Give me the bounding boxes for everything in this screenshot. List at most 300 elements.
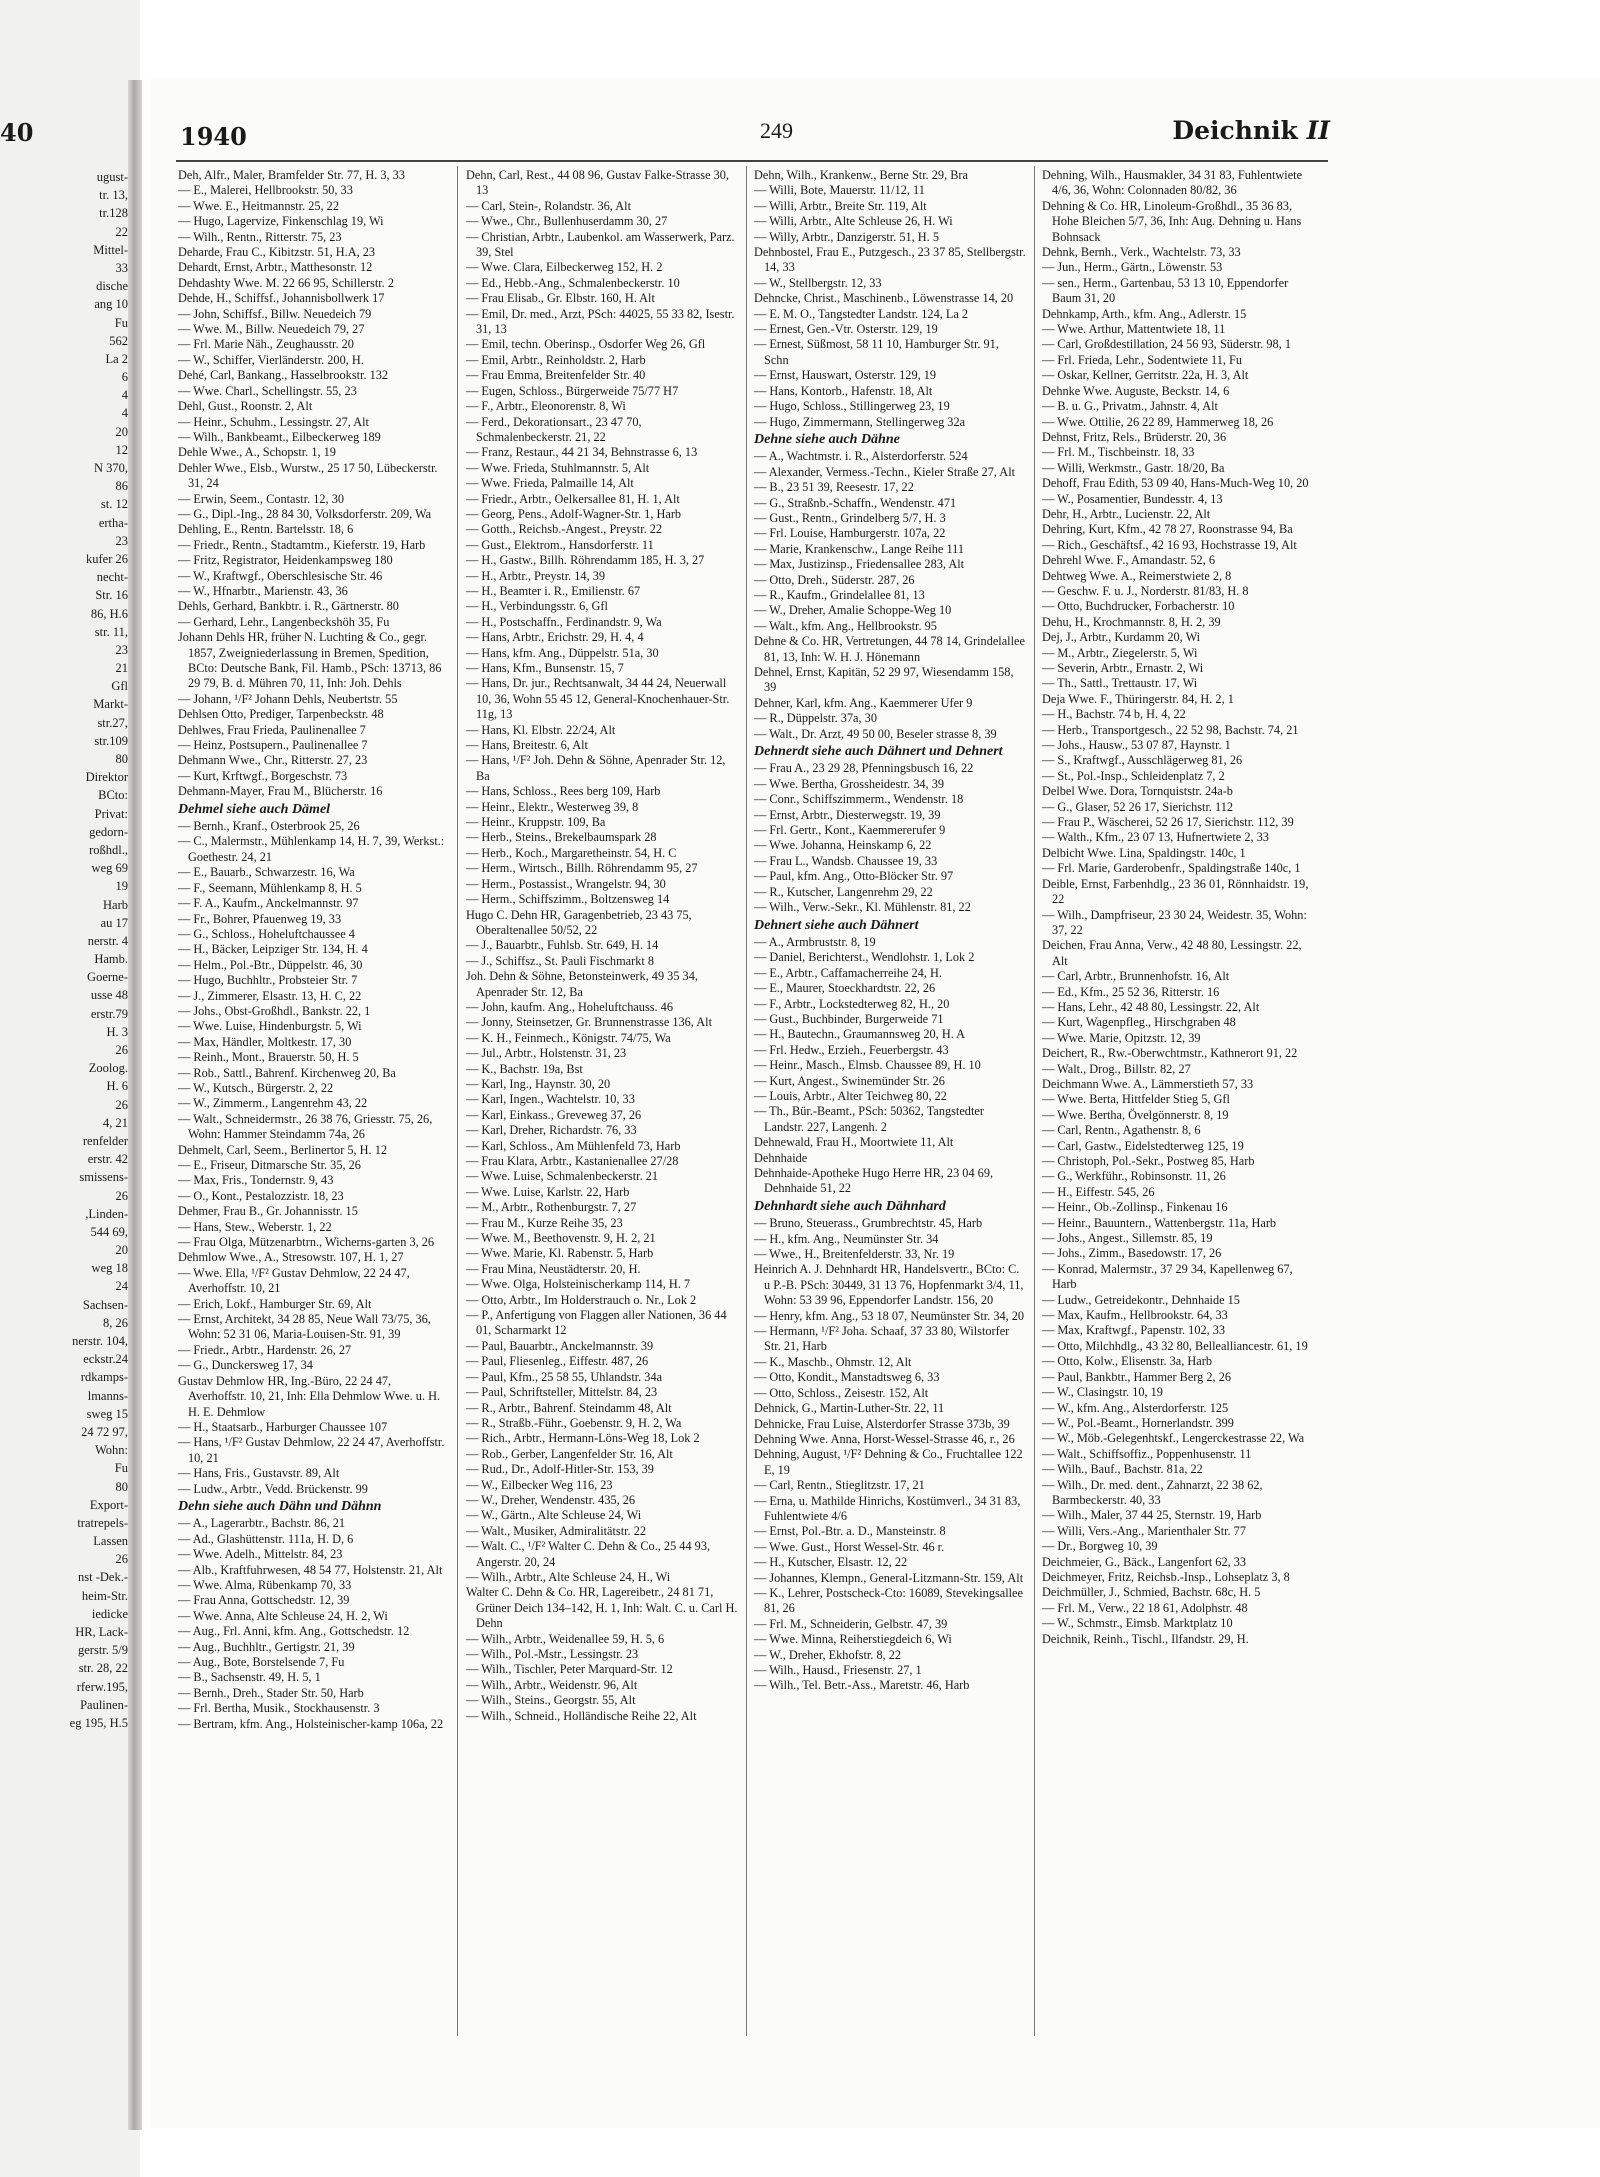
directory-entry: — Rud., Dr., Adolf-Hitler-Str. 153, 39: [466, 1462, 654, 1477]
left-page-fragment: Goerne-: [87, 970, 128, 985]
directory-entry: — Herb., Koch., Margaretheinstr. 54, H. C: [466, 845, 677, 860]
directory-entry: Dehring, Kurt, Kfm., 42 78 27, Roonstrasse 94, Ba: [1042, 522, 1293, 537]
directory-entry: — Carl, Großdestillation, 24 56 93, Süderstr. 98, 1: [1042, 337, 1291, 352]
left-page-edge: [0, 0, 140, 2177]
directory-entry: Dehning, Wilh., Hausmakler, 34 31 83, Fuhlentwiete 4/6, 36, Wohn: Colonnaden 80/82, 36: [1042, 168, 1303, 198]
directory-entry: — Jonny, Steinsetzer, Gr. Brunnenstrasse 136, Alt: [466, 1015, 712, 1030]
directory-entry: — Wilh., Bankbeamt., Eilbeckerweg 189: [178, 429, 381, 444]
directory-entry: — W., Möb.-Gelegenhtskf., Lengerckestrasse 22, Wa: [1042, 1431, 1305, 1446]
directory-entry: Dehls, Gerhard, Bankbtr. i. R., Gärtnerstr. 80: [178, 599, 399, 614]
directory-entry: — Karl, Ingen., Wachtelstr. 10, 33: [466, 1092, 635, 1107]
left-page-fragment: heim-Str.: [81, 1588, 128, 1603]
directory-entry: — Wwe. Adelh., Mittelstr. 84, 23: [178, 1547, 343, 1562]
directory-entry: — Louis, Arbtr., Alter Teichweg 80, 22: [754, 1088, 947, 1103]
directory-entry: — Frl. Marie Näh., Zeughausstr. 20: [178, 337, 354, 352]
left-page-fragment: 562: [109, 333, 128, 348]
column-divider: [1034, 166, 1035, 2036]
directory-entry: — F., Arbtr., Lockstedterweg 82, H., 20: [754, 996, 950, 1011]
directory-entry: — Carl, Stein-, Rolandstr. 36, Alt: [466, 198, 631, 213]
directory-entry: — Hans, Fris., Gustavstr. 89, Alt: [178, 1466, 340, 1481]
directory-entry: — Carl, Arbtr., Brunnenhofstr. 16, Alt: [1042, 969, 1230, 984]
left-page-fragment: erstr.79: [90, 1006, 128, 1021]
directory-entry: — H., Bachstr. 74 b, H. 4, 22: [1042, 707, 1186, 722]
directory-entry: — Erich, Lokf., Hamburger Str. 69, Alt: [178, 1296, 372, 1311]
left-page-fragment: necht-: [96, 570, 128, 585]
directory-entry: — Willi, Bote, Mauerstr. 11/12, 11: [754, 183, 925, 198]
left-page-fragment: st. 12: [100, 497, 128, 512]
directory-entry: — Wilh., Verw.-Sekr., Kl. Mühlenstr. 81, 22: [754, 900, 971, 915]
directory-entry: Dehnewald, Frau H., Moortwiete 11, Alt: [754, 1135, 954, 1150]
left-page-fragment: Hamb.: [94, 952, 128, 967]
left-page-fragment: H. 3: [106, 1024, 128, 1039]
left-page-fragment: tr. 13,: [99, 188, 128, 203]
directory-entry: — Heinr., Kruppstr. 109, Ba: [466, 815, 606, 830]
directory-entry: Deh, Alfr., Maler, Bramfelder Str. 77, H. 3, 33: [178, 168, 405, 182]
left-page-fragment: H. 6: [106, 1079, 128, 1094]
directory-entry: — Alb., Kraftfuhrwesen, 48 54 77, Holstenstr. 21, Alt: [178, 1562, 443, 1577]
left-page-fragment: Gfl: [111, 679, 128, 694]
directory-entry: — Wwe. Ella, ¹/F² Gustav Dehmlow, 22 24 47, Averhoffstr. 10, 21: [178, 1265, 410, 1296]
left-page-fragment: weg 18: [91, 1261, 128, 1276]
directory-entry: — Paul, Bauarbtr., Anckelmannstr. 39: [466, 1338, 654, 1353]
directory-entry: — A., Wachtmstr. i. R., Alsterdorferstr. 524: [754, 449, 968, 464]
directory-entry: — R., Straßb.-Führ., Goebenstr. 9, H. 2, Wa: [466, 1415, 682, 1430]
directory-entry: — Wwe. E., Heitmannstr. 25, 22: [178, 198, 339, 213]
directory-entry: — Wwe., H., Breitenfelderstr. 33, Nr. 19: [754, 1247, 955, 1262]
directory-entry: Deichen, Frau Anna, Verw., 42 48 80, Lessingstr. 22, Alt: [1042, 938, 1302, 968]
directory-entry: Dehnbostel, Frau E., Putzgesch., 23 37 85, Stellbergstr. 14, 33: [754, 245, 1026, 275]
directory-entry: — Hans, Arbtr., Erichstr. 29, H. 4, 4: [466, 630, 644, 645]
left-page-fragment: 544 69,: [90, 1224, 128, 1239]
directory-entry: — Reinh., Mont., Brauerstr. 50, H. 5: [178, 1050, 359, 1065]
left-page-fragment: Markt-: [93, 697, 128, 712]
directory-entry: — Johs., Angest., Sillemstr. 85, 19: [1042, 1231, 1213, 1246]
directory-entry: — Wwe. Clara, Eilbeckerweg 152, H. 2: [466, 260, 663, 275]
directory-entry: — John, kaufm. Ang., Hoheluftchauss. 46: [466, 999, 673, 1014]
left-page-fragment: str.27,: [97, 715, 128, 730]
directory-entry: — R., Düppelstr. 37a, 30: [754, 711, 877, 726]
directory-entry: — Johs., Obst-Großhdl., Bankstr. 22, 1: [178, 1003, 371, 1018]
left-page-fragment: 86: [115, 479, 128, 494]
directory-entry: — Bertram, kfm. Ang., Holsteinischer-kamp 106a, 22: [178, 1716, 444, 1731]
directory-entry: — Ernst, Architekt, 34 28 85, Neue Wall 73/75, 36, Wohn: 52 31 06, Maria-Louisen-Str. 91, 39: [178, 1312, 431, 1342]
directory-entry: Deharde, Frau C., Kibitzstr. 51, H.A, 23: [178, 245, 376, 260]
running-head-roman: II: [1306, 116, 1330, 145]
running-head: [1172, 116, 1330, 145]
directory-entry: — Aug., Bote, Borstelsende 7, Fu: [178, 1655, 345, 1669]
left-page-fragment: eg 195, H.5: [69, 1715, 128, 1730]
header-rule: [176, 160, 1328, 162]
directory-entry: — Th., Sattl., Trettaustr. 17, Wi: [1042, 676, 1198, 691]
directory-entry: — Rich., Arbtr., Hermann-Löns-Weg 18, Lok 2: [466, 1431, 700, 1446]
left-page-fragment: HR, Lack-: [75, 1625, 128, 1639]
directory-entry: — Henry, kfm. Ang., 53 18 07, Neumünster Str. 34, 20: [754, 1308, 1025, 1323]
left-page-fragment: str.109: [94, 733, 128, 748]
directory-entry: — Hugo, Lagervize, Finkenschlag 19, Wi: [178, 214, 384, 229]
left-page-fragment: 26: [115, 1552, 128, 1567]
directory-entry: — W., Dreher, Amalie Schoppe-Weg 10: [754, 603, 952, 618]
left-page-fragment: 26: [115, 1097, 128, 1112]
directory-entry: — H., Postschaffn., Ferdinandstr. 9, Wa: [466, 614, 662, 629]
directory-entry: — Hans, Kontorb., Hafenstr. 18, Alt: [754, 383, 933, 398]
directory-entry: Delbicht Wwe. Lina, Spaldingstr. 140c, 1: [1042, 845, 1246, 860]
book-gutter: [128, 80, 142, 2130]
directory-entry: — Ferd., Dekorationsart., 23 47 70, Schmalenbeckerstr. 21, 22: [466, 414, 642, 444]
left-page-fragment: rdkamps-: [80, 1370, 128, 1385]
left-page-fragment: ertha-: [98, 515, 128, 530]
left-page-fragment: smissens-: [79, 1170, 128, 1185]
directory-entry: — Herm., Postassist., Wrangelstr. 94, 30: [466, 876, 666, 891]
directory-entry: — W., Schmstr., Eimsb. Marktplatz 10: [1042, 1616, 1233, 1631]
directory-entry: Deichert, R., Rw.-Oberwchtmstr., Kathnerort 91, 22: [1042, 1046, 1298, 1061]
left-page-fragment: 26: [115, 1188, 128, 1203]
directory-entry: — Hugo, Buchhltr., Probsteier Str. 7: [178, 973, 358, 988]
directory-entry: — Daniel, Berichterst., Wendlohstr. 1, Lok 2: [754, 950, 975, 965]
left-page-fragment: 23: [115, 642, 128, 657]
directory-entry: Gustav Dehmlow HR, Ing.-Büro, 22 24 47, Averhoffstr. 10, 21, Inh: Ella Dehmlow Wwe. u. H. H. E. Dehmlow: [178, 1373, 441, 1419]
directory-entry: Dehu, H., Krochmannstr. 8, H. 2, 39: [1042, 614, 1221, 629]
left-page-fragment: Str. 16: [95, 588, 128, 603]
directory-entry: — Aug., Buchhltr., Gertigstr. 21, 39: [178, 1639, 355, 1654]
left-page-fragment: 33: [115, 260, 128, 275]
directory-entry: — Ad., Glashüttenstr. 111a, H. D, 6: [178, 1531, 354, 1546]
directory-entry: Dehnicke, Frau Luise, Alsterdorfer Strasse 373b, 39: [754, 1416, 1010, 1431]
left-page-fragment: 4: [121, 388, 128, 403]
directory-entry: — Willy, Arbtr., Danzigerstr. 51, H. 5: [754, 229, 939, 244]
directory-entry: — H., Bäcker, Leipziger Str. 134, H. 4: [178, 942, 368, 957]
directory-entry: — Wilh., Arbtr., Weidenallee 59, H. 5, 6: [466, 1631, 665, 1646]
directory-entry: — Frl. Bertha, Musik., Stockhausenstr. 3: [178, 1701, 380, 1716]
column-divider: [746, 166, 747, 2036]
directory-entry: — E., Maurer, Stoeckhardtstr. 22, 26: [754, 981, 936, 996]
directory-entry: — Walt., Schneidermstr., 26 38 76, Griesstr. 75, 26, Wohn: Hammer Steindamm 74a, 26: [178, 1111, 433, 1142]
directory-entry: — W., Kutsch., Bürgerstr. 2, 22: [178, 1080, 334, 1095]
directory-entry: — Walt., kfm. Ang., Hellbrookstr. 95: [754, 618, 937, 633]
directory-entry: — Wwe. Frieda, Stuhlmannstr. 5, Alt: [466, 460, 650, 475]
directory-entry: — W., Hfnarbtr., Marienstr. 43, 36: [178, 583, 348, 598]
directory-entry: — Th., Bür.-Beamt., PSch: 50362, Tangstedter Landstr. 227, Langenh. 2: [754, 1104, 984, 1134]
directory-entry: Dehling, E., Rentn. Bartelsstr. 18, 6: [178, 522, 354, 537]
directory-entry: — Frau Klara, Arbtr., Kastanienallee 27/28: [466, 1154, 679, 1168]
column-4: [1042, 168, 1314, 1647]
directory-entry: Dehnhaide-Apotheke Hugo Herre HR, 23 04 69, Dehnhaide 51, 22: [754, 1166, 994, 1196]
left-page-fragment: rferw.195,: [76, 1679, 128, 1694]
directory-entry: — Walt., Dr. Arzt, 49 50 00, Beseler strasse 8, 39: [754, 726, 997, 741]
left-page-fragment: 21: [115, 661, 128, 676]
directory-entry: Dehde, H., Schiffsf., Johannisbollwerk 17: [178, 291, 385, 306]
directory-entry: Dehlsen Otto, Prediger, Tarpenbeckstr. 48: [178, 707, 384, 722]
directory-entry: — Frau P., Wäscherei, 52 26 17, Sierichstr. 112, 39: [1042, 815, 1294, 830]
directory-entry: Deichmeyer, Fritz, Reichsb.-Insp., Lohseplatz 3, 8: [1042, 1569, 1290, 1584]
directory-entry: — J., Schiffsz., St. Pauli Fischmarkt 8: [466, 953, 654, 968]
directory-entry: — W., Dreher, Ekhofstr. 8, 22: [754, 1647, 902, 1662]
directory-entry: — Ludw., Getreidekontr., Dehnhaide 15: [1042, 1292, 1240, 1307]
directory-entry: — B. u. G., Privatm., Jahnstr. 4, Alt: [1042, 399, 1218, 414]
left-page-fragment: usse 48: [90, 988, 128, 1003]
directory-entry: — Gerhard, Lehr., Langenbeckshöh 35, Fu: [178, 614, 390, 629]
directory-entry: Dehner, Karl, kfm. Ang., Kaemmerer Ufer 9: [754, 695, 973, 710]
directory-entry: — Rob., Gerber, Langenfelder Str. 16, Alt: [466, 1446, 673, 1461]
directory-entry: — Frau A., 23 29 28, Pfenningsbusch 16, 22: [754, 761, 974, 776]
directory-entry: Dehmann Wwe., Chr., Ritterstr. 27, 23: [178, 753, 368, 768]
directory-entry: — Friedr., Arbtr., Oelkersallee 81, H. 1, Alt: [466, 491, 680, 506]
directory-entry: — Wwe. Anna, Alte Schleuse 24, H. 2, Wi: [178, 1608, 388, 1623]
left-page-fragment: 23: [115, 533, 128, 548]
directory-entry: — Carl, Rentn., Stieglitzstr. 17, 21: [754, 1478, 925, 1493]
left-page-fragment: Wohn:: [94, 1443, 128, 1458]
left-page-fragment: 26: [115, 1043, 128, 1057]
left-page-fragment: Privat:: [94, 806, 128, 821]
directory-entry: — Conr., Schiffszimmerm., Wendenstr. 18: [754, 792, 964, 807]
directory-entry: — Frau L., Wandsb. Chaussee 19, 33: [754, 853, 938, 868]
directory-entry: — Paul, Fliesenleg., Eiffestr. 487, 26: [466, 1354, 649, 1369]
directory-entry: — Wilh., Pol.-Mstr., Lessingstr. 23: [466, 1647, 639, 1661]
left-page-fragment: N 370,: [93, 461, 128, 475]
left-page-fragment: dische: [96, 279, 128, 294]
section-heading: Dehne siehe auch Dähne: [754, 431, 900, 447]
directory-entry: — Fritz, Registrator, Heidenkampsweg 180: [178, 553, 393, 568]
directory-entry: Dehrehl Wwe. F., Amandastr. 52, 6: [1042, 553, 1215, 568]
directory-entry: — sen., Herm., Gartenbau, 53 13 10, Eppendorfer Baum 31, 20: [1042, 275, 1289, 306]
directory-entry: Dehardt, Ernst, Arbtr., Matthesonstr. 12: [178, 260, 373, 275]
directory-entry: — W., kfm. Ang., Alsterdorferstr. 125: [1042, 1400, 1229, 1415]
directory-entry: — Otto, Kolw., Elisenstr. 3a, Harb: [1042, 1354, 1212, 1369]
directory-entry: — R., Kaufm., Grindelallee 81, 13: [754, 587, 925, 602]
left-page-fragment: gedorn-: [89, 824, 128, 839]
directory-entry: — Wwe. Berta, Hittfelder Stieg 5, Gfl: [1042, 1092, 1230, 1107]
directory-entry: — J., Bauarbtr., Fuhlsb. Str. 649, H. 14: [466, 938, 659, 953]
directory-entry: — K., Lehrer, Postscheck-Cto: 16089, Stevekingsallee 81, 26: [754, 1585, 1023, 1616]
left-page-fragment: au 17: [100, 915, 128, 930]
directory-entry: Dehnk, Bernh., Verk., Wachtelstr. 73, 33: [1042, 245, 1241, 260]
directory-entry: Deichmeier, G., Bäck., Langenfort 62, 33: [1042, 1554, 1247, 1569]
directory-entry: — W., Gärtn., Alte Schleuse 24, Wi: [466, 1508, 642, 1523]
directory-entry: — K., Bachstr. 19a, Bst: [466, 1061, 583, 1076]
directory-entry: — Wilh., Steins., Georgstr. 55, Alt: [466, 1693, 636, 1708]
directory-entry: — O., Kont., Pestalozzistr. 18, 23: [178, 1188, 344, 1203]
directory-entry: — Paul, kfm. Ang., Otto-Blöcker Str. 97: [754, 869, 954, 884]
directory-entry: Hugo C. Dehn HR, Garagenbetrieb, 23 43 75, Oberaltenallee 50/52, 22: [466, 907, 692, 937]
directory-entry: — Wwe. Ottilie, 26 22 89, Hammerweg 18, 26: [1042, 414, 1274, 429]
directory-entry: — P., Anfertigung von Flaggen aller Nationen, 36 44 01, Scharmarkt 12: [466, 1308, 727, 1338]
directory-entry: — Johs., Zimm., Basedowstr. 17, 26: [1042, 1246, 1222, 1261]
directory-entry: Dehmlow Wwe., A., Stresowstr. 107, H. 1, 27: [178, 1250, 404, 1265]
directory-entry: Deichmüller, J., Schmied, Bachstr. 68c, H. 5: [1042, 1585, 1261, 1600]
directory-entry: — Wilh., Dampfriseur, 23 30 24, Weidestr. 35, Wohn: 37, 22: [1042, 907, 1307, 937]
directory-entry: — Gust., Rentn., Grindelberg 5/7, H. 3: [754, 510, 946, 525]
directory-page: [150, 78, 1600, 2128]
directory-entry: — Ludw., Arbtr., Vedd. Brückenstr. 99: [178, 1481, 368, 1496]
directory-entry: Dehoff, Frau Edith, 53 09 40, Hans-Much-Weg 10, 20: [1042, 476, 1309, 491]
directory-entry: — H., Arbtr., Preystr. 14, 39: [466, 568, 606, 583]
directory-entry: — Otto, Kondit., Manstadtsweg 6, 33: [754, 1370, 940, 1385]
directory-entry: — Erna, u. Mathilde Hinrichs, Kostümverl., 34 31 83, Fuhlentwiete 4/6: [754, 1493, 1021, 1523]
directory-entry: Delbel Wwe. Dora, Tornquiststr. 24a-b: [1042, 784, 1233, 799]
directory-entry: Dehtweg Wwe. A., Reimerstwiete 2, 8: [1042, 568, 1232, 583]
directory-entry: — Wwe. Alma, Rübenkamp 70, 33: [178, 1577, 352, 1592]
directory-entry: — H., Beamter i. R., Emilienstr. 67: [466, 583, 641, 598]
directory-entry: — Gust., Buchbinder, Burgerweide 71: [754, 1011, 944, 1026]
left-page-fragment: Fu: [114, 1461, 128, 1476]
left-page-fragment: 22: [115, 224, 128, 239]
directory-entry: — Bruno, Steuerass., Grumbrechtstr. 45, Harb: [754, 1216, 983, 1231]
directory-entry: — Heinr., Elektr., Westerweg 39, 8: [466, 799, 639, 814]
directory-entry: — St., Pol.-Insp., Schleidenplatz 7, 2: [1042, 768, 1225, 783]
directory-entry: — G., Dunckersweg 17, 34: [178, 1358, 313, 1373]
left-page-fragment: La 2: [105, 351, 128, 366]
directory-entry: — Walt., Drog., Billstr. 82, 27: [1042, 1061, 1191, 1076]
directory-entry: — Rob., Sattl., Bahrenf. Kirchenweg 20, Ba: [178, 1065, 396, 1080]
directory-entry: — Helm., Pol.-Btr., Düppelstr. 46, 30: [178, 957, 363, 972]
directory-entry: — Frau Mina, Neustädterstr. 20, H.: [466, 1261, 641, 1276]
directory-entry: — Carl, Rentn., Agathenstr. 8, 6: [1042, 1123, 1201, 1138]
directory-entry: — F., Arbtr., Eleonorenstr. 8, Wi: [466, 399, 626, 414]
section-heading: Dehnerdt siehe auch Dähnert und Dehnert: [754, 744, 1003, 760]
directory-entry: — Paul, Bankbtr., Hammer Berg 2, 26: [1042, 1369, 1231, 1384]
directory-entry: — M., Arbtr., Ziegelerstr. 5, Wi: [1042, 645, 1198, 660]
directory-entry: — Ernest, Süßmost, 58 11 10, Hamburger Str. 91, Schn: [754, 337, 999, 367]
left-page-fragment: eckstr.24: [83, 1352, 128, 1367]
directory-entry: — Walt. C., ¹/F² Walter C. Dehn & Co., 25 44 93, Angerstr. 20, 24: [466, 1539, 711, 1569]
directory-entry: — Frl. Louise, Hamburgerstr. 107a, 22: [754, 526, 946, 541]
directory-entry: — Rich., Geschäftsf., 42 16 93, Hochstrasse 19, Alt: [1042, 537, 1297, 552]
directory-entry: — Wwe. Arthur, Mattentwiete 18, 11: [1042, 322, 1226, 337]
directory-entry: — G., Glaser, 52 26 17, Sierichstr. 112: [1042, 799, 1233, 814]
directory-entry: — Karl, Ing., Haynstr. 30, 20: [466, 1076, 611, 1091]
directory-entry: — Wwe. Luise, Hindenburgstr. 5, Wi: [178, 1019, 362, 1034]
directory-entry: — Franz, Restaur., 44 21 34, Behnstrasse 6, 13: [466, 445, 698, 460]
directory-entry: — W., Eilbecker Weg 116, 23: [466, 1477, 613, 1492]
left-page-fragment: 8, 26: [103, 1315, 128, 1330]
directory-entry: — Herm., Schiffszimm., Boltzensweg 14: [466, 892, 670, 907]
directory-entry: Dehnel, Ernst, Kapitän, 52 29 97, Wiesendamm 158, 39: [754, 665, 1014, 695]
left-page-fragment: Sachsen-: [82, 1297, 128, 1312]
directory-entry: — Walth., Kfm., 23 07 13, Hufnertwiete 2, 33: [1042, 830, 1269, 845]
directory-entry: — Emil, Arbtr., Reinholdstr. 2, Harb: [466, 352, 646, 367]
directory-entry: Dehler Wwe., Elsb., Wurstw., 25 17 50, Lübeckerstr. 31, 24: [178, 460, 438, 491]
directory-entry: — Hans, ¹/F² Joh. Dehn & Söhne, Apenrader Str. 12, Ba: [466, 753, 726, 783]
left-page-fragment: gerstr. 5/9: [78, 1643, 128, 1658]
directory-entry: — Severin, Arbtr., Ernastr. 2, Wi: [1042, 661, 1204, 675]
directory-entry: — G., Werkführ., Robinsonstr. 11, 26: [1042, 1169, 1226, 1184]
directory-entry: — Frl. M., Verw., 22 18 61, Adolphstr. 48: [1042, 1600, 1248, 1615]
left-page-fragment: 19: [115, 879, 128, 894]
left-page-fragment: nerstr. 104,: [72, 1334, 128, 1348]
directory-entry: Dehning, August, ¹/F² Dehning & Co., Fruchtallee 122 E, 19: [754, 1447, 1023, 1477]
directory-entry: — F. A., Kaufm., Anckelmannstr. 97: [178, 896, 359, 911]
directory-entry: — W., Posamentier, Bundesstr. 4, 13: [1042, 491, 1223, 506]
section-heading: Dehnert siehe auch Dähnert: [754, 917, 919, 933]
directory-entry: — Wwe. Johanna, Heinskamp 6, 22: [754, 838, 932, 853]
directory-entry: — Frl. Gertr., Kont., Kaemmererufer 9: [754, 823, 946, 838]
left-page-fragment: iedicke: [91, 1606, 128, 1621]
directory-entry: — H., Verbindungsstr. 6, Gfl: [466, 599, 608, 614]
directory-entry: — Otto, Dreh., Süderstr. 287, 26: [754, 572, 915, 587]
directory-entry: Dehn, Wilh., Krankenw., Berne Str. 29, Bra: [754, 168, 968, 182]
directory-entry: — Wilh., Hausd., Friesenstr. 27, 1: [754, 1663, 922, 1677]
directory-entry: — Hans, kfm. Ang., Düppelstr. 51a, 30: [466, 645, 659, 660]
directory-entry: — Hans, ¹/F² Gustav Dehmlow, 22 24 47, Averhoffstr. 10, 21: [178, 1435, 445, 1465]
directory-entry: — W., Schiffer, Vierländerstr. 200, H.: [178, 352, 364, 367]
directory-entry: — Wwe. Marie, Kl. Rabenstr. 5, Harb: [466, 1246, 654, 1261]
directory-entry: — Gust., Elektrom., Hansdorferstr. 11: [466, 537, 654, 552]
directory-entry: — Johannes, Klempn., General-Litzmann-Str. 159, Alt: [754, 1570, 1024, 1585]
directory-entry: — Willi, Vers.-Ang., Marienthaler Str. 77: [1042, 1523, 1246, 1538]
directory-entry: — Christoph, Pol.-Sekr., Postweg 85, Harb: [1042, 1154, 1255, 1168]
directory-entry: Dehnst, Fritz, Rels., Brüderstr. 20, 36: [1042, 429, 1227, 444]
directory-entry: — Wwe. Charl., Schellingstr. 55, 23: [178, 383, 357, 398]
directory-entry: Deichmann Wwe. A., Lämmerstieth 57, 33: [1042, 1076, 1254, 1091]
directory-entry: — H., kfm. Ang., Neumünster Str. 34: [754, 1231, 939, 1246]
directory-entry: — Willi, Arbtr., Alte Schleuse 26, H. Wi: [754, 214, 953, 229]
directory-entry: — Heinr., Ob.-Zollinsp., Finkenau 16: [1042, 1200, 1228, 1215]
left-page-fragment: 80: [115, 1479, 128, 1494]
left-page-fragment: sweg 15: [86, 1406, 128, 1421]
left-page-fragment: str. 11,: [94, 624, 128, 639]
page-number: 249: [760, 118, 793, 143]
directory-entry: Dehlwes, Frau Frieda, Paulinenallee 7: [178, 722, 366, 737]
directory-entry: — Wwe. Bertha, Övelgönnerstr. 8, 19: [1042, 1107, 1229, 1122]
left-page-fragment: 20: [115, 1243, 128, 1258]
directory-entry: — G., Schloss., Hoheluftchaussee 4: [178, 926, 355, 941]
directory-entry: — Wilh., Arbtr., Weidenstr. 96, Alt: [466, 1677, 638, 1692]
directory-entry: — Hans, Lehr., 42 48 80, Lessingstr. 22, Alt: [1042, 999, 1260, 1014]
directory-entry: — Wilh., Schneid., Holländische Reihe 22, Alt: [466, 1708, 697, 1723]
directory-entry: — A., Lagerarbtr., Bachstr. 86, 21: [178, 1516, 345, 1531]
directory-entry: — H., Eiffestr. 545, 26: [1042, 1184, 1155, 1199]
directory-entry: Joh. Dehn & Söhne, Betonsteinwerk, 49 35 34, Apenrader Str. 12, Ba: [466, 969, 698, 999]
directory-entry: — Jun., Herm., Gärtn., Löwenstr. 53: [1042, 260, 1223, 275]
directory-entry: — Jul., Arbtr., Holstenstr. 31, 23: [466, 1046, 627, 1061]
directory-entry: — Frau Anna, Gottschedstr. 12, 39: [178, 1593, 350, 1608]
page-header: [180, 108, 1330, 151]
directory-entry: — Wwe. Minna, Reiherstiegdeich 6, Wi: [754, 1632, 952, 1647]
directory-entry: — Fr., Bohrer, Pfauenweg 19, 33: [178, 911, 342, 926]
directory-entry: — Geschw. F. u. J., Norderstr. 81/83, H. 8: [1042, 583, 1249, 598]
directory-entry: — Paul, Kfm., 25 58 55, Uhlandstr. 34a: [466, 1369, 663, 1384]
left-page-fragment: 4: [121, 406, 128, 421]
left-page-fragment: Mittel-: [93, 242, 128, 257]
left-page-fragment: roßhdl.,: [89, 842, 128, 857]
directory-entry: — Frau Olga, Mützenarbtrn., Wicherns-garten 3, 26: [178, 1235, 435, 1250]
directory-entry: — Wilh., Maler, 37 44 25, Sternstr. 19, Harb: [1042, 1508, 1262, 1523]
left-page-fragment: Paulinen-: [80, 1697, 128, 1712]
directory-entry: — Heinr., Bauuntern., Wattenbergstr. 11a, Harb: [1042, 1215, 1277, 1230]
directory-entry: — Willi, Werkmstr., Gastr. 18/20, Ba: [1042, 460, 1225, 475]
left-page-fragment: Zoolog.: [88, 1061, 128, 1076]
directory-entry: — Alexander, Vermess.-Techn., Kieler Straße 27, Alt: [754, 464, 1016, 479]
directory-entry: — Frau Emma, Breitenfelder Str. 40: [466, 368, 646, 383]
left-page-fragment: lmanns-: [87, 1388, 128, 1403]
directory-entry: — Karl, Dreher, Richardstr. 76, 33: [466, 1123, 637, 1138]
directory-entry: — Eugen, Schloss., Bürgerweide 75/77 H7: [466, 383, 679, 398]
directory-entry: — H., Staatsarb., Harburger Chaussee 107: [178, 1419, 388, 1434]
directory-entry: — Willi, Arbtr., Breite Str. 119, Alt: [754, 198, 927, 213]
directory-entry: — Hugo, Zimmermann, Stellingerweg 32a: [754, 414, 966, 429]
left-page-fragment: 86, H.6: [90, 606, 128, 621]
directory-entry: — W., Pol.-Beamt., Hornerlandstr. 399: [1042, 1415, 1234, 1430]
directory-entry: — H., Gastw., Billh. Röhrendamm 185, H. 3, 27: [466, 553, 705, 568]
directory-entry: — E., Bauarb., Schwarzestr. 16, Wa: [178, 865, 355, 880]
column-3: [754, 168, 1026, 1694]
directory-entry: — E. M. O., Tangstedter Landstr. 124, La 2: [754, 306, 969, 321]
directory-entry: — Herb., Steins., Brekelbaumspark 28: [466, 830, 657, 845]
directory-entry: — Frl. M., Tischbeinstr. 18, 33: [1042, 445, 1195, 460]
directory-entry: — Emil, Dr. med., Arzt, PSch: 44025, 55 33 82, Isestr. 31, 13: [466, 306, 735, 337]
directory-entry: — Georg, Pens., Adolf-Wagner-Str. 1, Harb: [466, 506, 682, 521]
left-page-fragment: kufer 26: [86, 551, 128, 566]
directory-entry: — Oskar, Kellner, Gerritstr. 22a, H. 3, Alt: [1042, 368, 1249, 383]
